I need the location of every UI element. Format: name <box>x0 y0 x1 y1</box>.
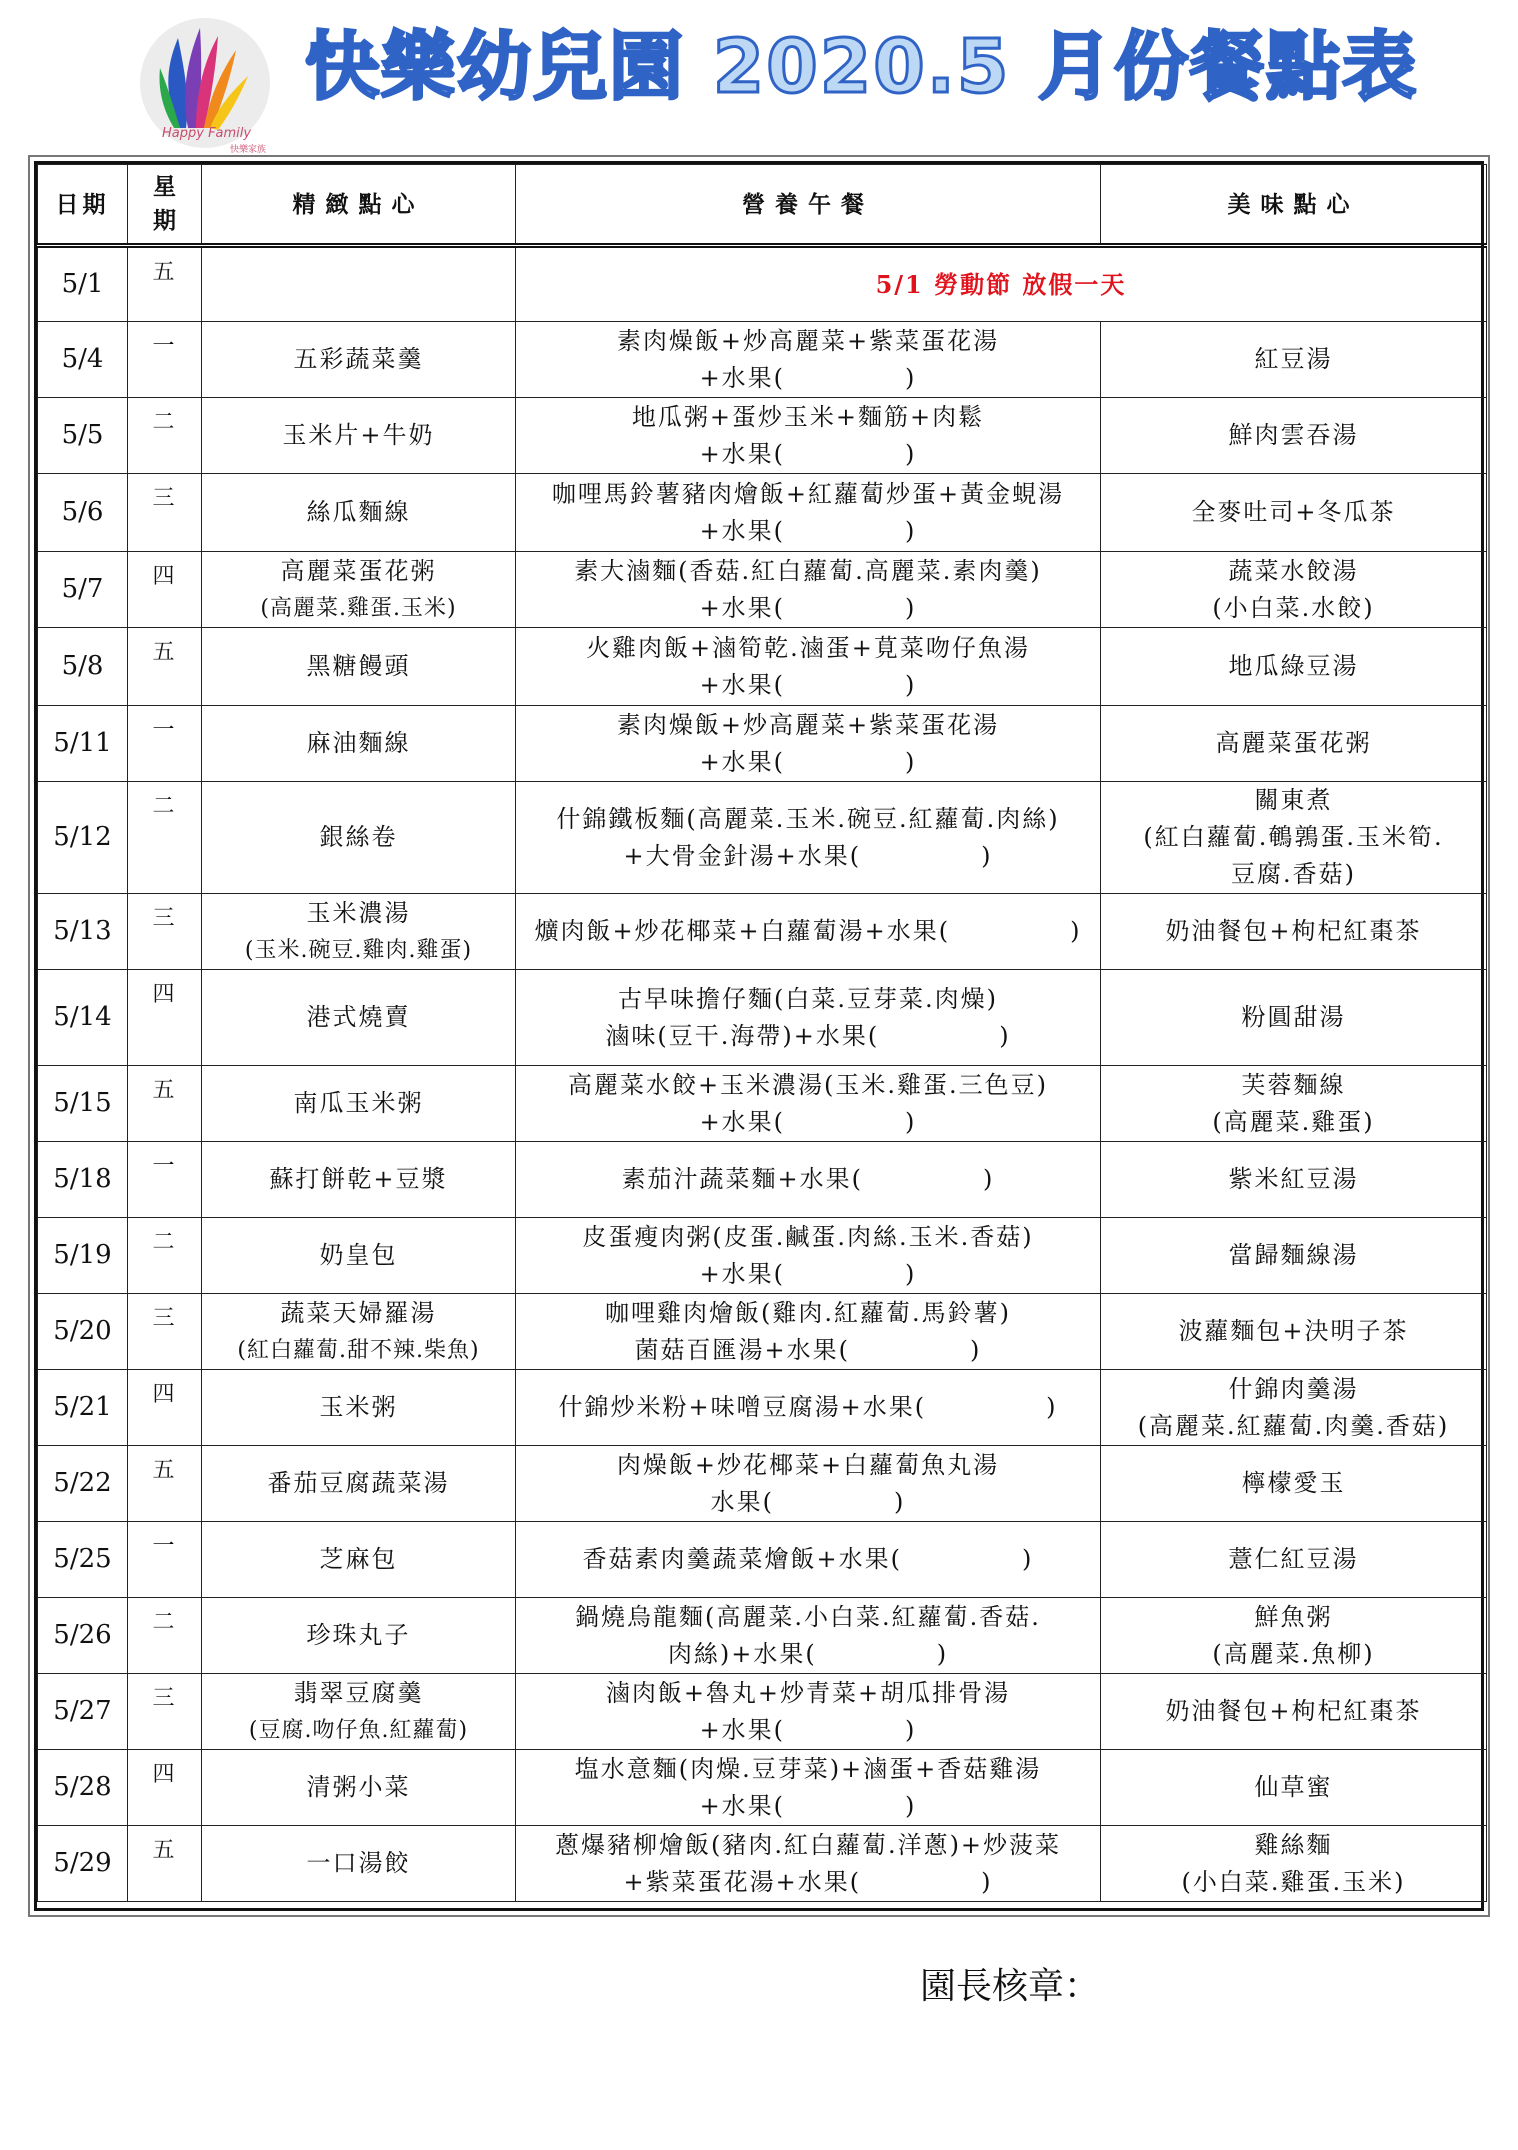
snack-am-line: 銀絲卷 <box>319 823 398 851</box>
table-row <box>38 970 1487 1066</box>
row-date: 5/7 <box>38 552 128 628</box>
lunch-fruit-line <box>520 1389 1096 1426</box>
row-date: 5/25 <box>38 1522 128 1598</box>
snack-am-line: 玉米粥 <box>319 1393 398 1421</box>
table-row <box>38 1826 1487 1902</box>
snack-pm-line: (高麗菜.雞蛋) <box>1212 1107 1375 1136</box>
snack-am-line: 南瓜玉米粥 <box>293 1089 424 1117</box>
snack-pm-line: 紫米紅豆湯 <box>1228 1165 1359 1193</box>
row-lunch <box>516 1370 1101 1446</box>
row-date: 5/27 <box>38 1674 128 1750</box>
snack-pm-line: 粉圓甜湯 <box>1241 1003 1346 1031</box>
snack-pm-line: 雞絲麵 <box>1254 1830 1333 1859</box>
row-snack-am <box>202 398 516 474</box>
row-weekday: 五 <box>128 246 202 322</box>
row-snack-am <box>202 1674 516 1750</box>
table-row <box>38 1674 1487 1750</box>
lunch-fruit-close: ) <box>1046 1393 1058 1421</box>
lunch-fruit-close: ) <box>905 516 917 545</box>
lunch-fruit-close: ) <box>981 1867 993 1896</box>
lunch-fruit-open: 素茄汁蔬菜麵+水果( <box>621 1165 864 1193</box>
row-date: 5/26 <box>38 1598 128 1674</box>
row-snack-pm <box>1101 970 1487 1066</box>
table-row <box>38 1294 1487 1370</box>
lunch-fruit-line <box>520 1104 1096 1141</box>
lunch-fruit-open: 爌肉飯+炒花椰菜+白蘿蔔湯+水果( <box>534 917 951 945</box>
kindergarten-logo <box>140 18 300 155</box>
row-snack-am <box>202 552 516 628</box>
lunch-fruit-open: +水果( <box>699 670 786 699</box>
header-date: 日期 <box>38 165 128 246</box>
row-date: 5/11 <box>38 706 128 782</box>
snack-pm-line: 關東煮 <box>1254 786 1333 814</box>
row-snack-am <box>202 1598 516 1674</box>
lunch-line: 咖哩雞肉燴飯(雞肉.紅蘿蔔.馬鈴薯) <box>605 1298 1011 1327</box>
snack-pm-line: 波蘿麵包+決明子茶 <box>1178 1317 1409 1345</box>
row-snack-pm <box>1101 1294 1487 1370</box>
lunch-fruit-close: ) <box>905 363 917 392</box>
snack-am-line: 絲瓜麵線 <box>306 498 411 526</box>
lunch-fruit-line <box>520 1332 1096 1369</box>
snack-pm-line: (小白菜.水餃) <box>1212 593 1375 622</box>
table-row <box>38 322 1487 398</box>
row-snack-pm <box>1101 398 1487 474</box>
snack-pm-line: (高麗菜.魚柳) <box>1212 1639 1375 1668</box>
table-row <box>38 628 1487 706</box>
row-lunch <box>516 1066 1101 1142</box>
lunch-fruit-close: ) <box>983 1165 995 1193</box>
row-weekday: 五 <box>128 1826 202 1902</box>
row-weekday: 一 <box>128 322 202 398</box>
row-snack-pm <box>1101 1522 1487 1598</box>
row-snack-am <box>202 628 516 706</box>
snack-am-line: 玉米片+牛奶 <box>282 421 435 449</box>
lunch-fruit-close: ) <box>905 1715 917 1744</box>
lunch-fruit-line <box>520 1864 1096 1901</box>
lunch-fruit-close: ) <box>905 593 917 622</box>
lunch-fruit-open: +水果( <box>699 1259 786 1288</box>
menu-table-frame <box>28 155 1490 1917</box>
snack-pm-line: 鮮魚粥 <box>1254 1602 1333 1631</box>
lunch-fruit-line <box>520 1788 1096 1825</box>
header-snack-am: 精緻點心 <box>202 165 516 246</box>
snack-am-line: (紅白蘿蔔.甜不辣.柴魚) <box>237 1337 480 1363</box>
row-lunch <box>516 552 1101 628</box>
row-snack-am <box>202 706 516 782</box>
principal-signature-label: 園長核章： <box>920 1966 1101 2007</box>
lunch-fruit-open: +水果( <box>699 1107 786 1136</box>
row-lunch <box>516 1750 1101 1826</box>
snack-pm-line: 奶油餐包+枸杞紅棗茶 <box>1165 1697 1422 1725</box>
snack-am-line: 玉米濃湯 <box>306 898 411 927</box>
row-weekday: 一 <box>128 706 202 782</box>
snack-am-line: 芝麻包 <box>319 1545 398 1573</box>
row-snack-pm <box>1101 1446 1487 1522</box>
table-row <box>38 1598 1487 1674</box>
row-snack-pm <box>1101 552 1487 628</box>
lunch-fruit-line <box>520 1541 1096 1578</box>
lunch-line: 高麗菜水餃+玉米濃湯(玉米.雞蛋.三色豆) <box>567 1070 1049 1099</box>
snack-pm-line: 什錦肉羹湯 <box>1228 1374 1359 1403</box>
row-date: 5/14 <box>38 970 128 1066</box>
logo-text: Happy Family <box>162 126 252 141</box>
menu-table-inner <box>34 161 1484 1911</box>
table-row <box>38 552 1487 628</box>
row-snack-am <box>202 1218 516 1294</box>
row-date: 5/19 <box>38 1218 128 1294</box>
snack-pm-line: 芙蓉麵線 <box>1241 1070 1346 1099</box>
lunch-fruit-close: ) <box>905 747 917 776</box>
row-weekday: 二 <box>128 1598 202 1674</box>
lunch-fruit-close: ) <box>905 1791 917 1820</box>
table-row <box>38 706 1487 782</box>
header-weekday-line1: 星 <box>153 173 176 200</box>
row-date: 5/4 <box>38 322 128 398</box>
lunch-line: 蔥爆豬柳燴飯(豬肉.紅白蘿蔔.洋蔥)+炒菠菜 <box>554 1830 1062 1859</box>
row-snack-pm <box>1101 1674 1487 1750</box>
snack-pm-line: 高麗菜蛋花粥 <box>1215 729 1372 757</box>
lunch-fruit-line <box>520 590 1096 627</box>
row-snack-pm <box>1101 1750 1487 1826</box>
row-weekday: 一 <box>128 1142 202 1218</box>
lunch-fruit-open: +水果( <box>699 439 786 468</box>
lunch-fruit-open: +水果( <box>699 747 786 776</box>
lunch-line: 咖哩馬鈴薯豬肉燴飯+紅蘿蔔炒蛋+黃金蜆湯 <box>551 479 1065 508</box>
row-snack-am <box>202 322 516 398</box>
row-lunch <box>516 1446 1101 1522</box>
snack-am-line: (玉米.碗豆.雞肉.雞蛋) <box>244 937 473 963</box>
lunch-fruit-line <box>520 1018 1096 1055</box>
snack-pm-line: (高麗菜.紅蘿蔔.肉羹.香菇) <box>1137 1411 1450 1440</box>
lunch-fruit-open: +紫菜蛋花湯+水果( <box>623 1867 862 1896</box>
snack-am-line: 翡翠豆腐羹 <box>293 1678 424 1707</box>
row-weekday: 二 <box>128 1218 202 1294</box>
lunch-line: 滷肉飯+魯丸+炒青菜+胡瓜排骨湯 <box>605 1678 1011 1707</box>
row-lunch <box>516 1598 1101 1674</box>
page-title: 快樂幼兒園 2020.5 月份餐點表 <box>305 24 1419 110</box>
lunch-line: 地瓜粥+蛋炒玉米+麵筋+肉鬆 <box>631 402 985 431</box>
snack-pm-line: 鮮肉雲吞湯 <box>1228 421 1359 449</box>
snack-am-line: 清粥小菜 <box>306 1773 411 1801</box>
row-weekday: 四 <box>128 552 202 628</box>
row-snack-am <box>202 1522 516 1598</box>
lunch-fruit-line <box>520 360 1096 397</box>
lunch-line: 素肉燥飯+炒高麗菜+紫菜蛋花湯 <box>616 710 1000 739</box>
table-row <box>38 782 1487 894</box>
lunch-fruit-line <box>520 1712 1096 1749</box>
row-lunch <box>516 782 1101 894</box>
table-row <box>38 474 1487 552</box>
lunch-fruit-close: ) <box>905 670 917 699</box>
lunch-fruit-open: +水果( <box>699 593 786 622</box>
lunch-fruit-close: ) <box>905 439 917 468</box>
lunch-fruit-line <box>520 667 1096 704</box>
row-snack-am <box>202 246 516 322</box>
snack-pm-line: 薏仁紅豆湯 <box>1228 1545 1359 1573</box>
lunch-line: 什錦鐵板麵(高麗菜.玉米.碗豆.紅蘿蔔.肉絲) <box>556 804 1060 833</box>
table-row <box>38 1750 1487 1826</box>
row-lunch <box>516 894 1101 970</box>
row-snack-pm <box>1101 706 1487 782</box>
row-lunch <box>516 1218 1101 1294</box>
row-date: 5/12 <box>38 782 128 894</box>
row-weekday: 二 <box>128 398 202 474</box>
snack-am-line: 珍珠丸子 <box>306 1621 411 1649</box>
lunch-fruit-line <box>520 436 1096 473</box>
snack-pm-line: 蔬菜水餃湯 <box>1228 556 1359 585</box>
table-row <box>38 1066 1487 1142</box>
snack-pm-line: 地瓜綠豆湯 <box>1228 652 1359 680</box>
row-snack-pm <box>1101 894 1487 970</box>
lunch-fruit-open: +大骨金針湯+水果( <box>623 841 862 870</box>
snack-pm-line: 當歸麵線湯 <box>1228 1241 1359 1269</box>
lunch-fruit-close: ) <box>905 1259 917 1288</box>
row-snack-am <box>202 1446 516 1522</box>
row-weekday: 五 <box>128 628 202 706</box>
row-date: 5/13 <box>38 894 128 970</box>
row-weekday: 五 <box>128 1066 202 1142</box>
snack-am-line: (高麗菜.雞蛋.玉米) <box>260 595 457 621</box>
row-snack-pm <box>1101 1218 1487 1294</box>
header-row <box>38 165 1487 246</box>
row-snack-am <box>202 782 516 894</box>
row-date: 5/6 <box>38 474 128 552</box>
lunch-line: 皮蛋瘦肉粥(皮蛋.鹹蛋.肉絲.玉米.香菇) <box>582 1222 1034 1251</box>
table-row <box>38 398 1487 474</box>
row-date: 5/1 <box>38 246 128 322</box>
row-lunch <box>516 474 1101 552</box>
row-snack-am <box>202 1066 516 1142</box>
lunch-fruit-close: ) <box>894 1487 906 1516</box>
row-weekday: 五 <box>128 1446 202 1522</box>
lunch-fruit-open: +水果( <box>699 1791 786 1820</box>
row-snack-pm <box>1101 1142 1487 1218</box>
snack-am-line: 一口湯餃 <box>306 1849 411 1877</box>
row-weekday: 四 <box>128 1750 202 1826</box>
snack-pm-line: (小白菜.雞蛋.玉米) <box>1181 1867 1406 1896</box>
header-weekday <box>128 165 202 246</box>
lunch-fruit-line <box>520 838 1096 875</box>
logo-subtext: 快樂家族 <box>230 145 267 155</box>
lunch-fruit-line <box>520 1161 1096 1198</box>
snack-am-line: 蘇打餅乾+豆漿 <box>269 1165 448 1193</box>
lunch-fruit-open: 香菇素肉羹蔬菜燴飯+水果( <box>582 1545 903 1573</box>
snack-pm-line: 仙草蜜 <box>1254 1773 1333 1801</box>
row-snack-pm <box>1101 782 1487 894</box>
lunch-fruit-close: ) <box>1070 917 1082 945</box>
row-lunch <box>516 398 1101 474</box>
lunch-fruit-open: 菌菇百匯湯+水果( <box>634 1335 851 1364</box>
lunch-fruit-line <box>520 1636 1096 1673</box>
header-weekday-line2: 期 <box>153 207 176 234</box>
lunch-fruit-close: ) <box>1022 1545 1034 1573</box>
lunch-fruit-close: ) <box>905 1107 917 1136</box>
row-snack-pm <box>1101 1370 1487 1446</box>
snack-am-line: 奶皇包 <box>319 1241 398 1269</box>
row-snack-pm <box>1101 1066 1487 1142</box>
table-body <box>38 246 1487 1902</box>
snack-pm-line: 奶油餐包+枸杞紅棗茶 <box>1165 917 1422 945</box>
lunch-fruit-close: ) <box>970 1335 982 1364</box>
row-snack-am <box>202 1750 516 1826</box>
lunch-fruit-open: 水果( <box>710 1487 774 1516</box>
row-snack-am <box>202 1294 516 1370</box>
row-date: 5/15 <box>38 1066 128 1142</box>
lunch-line: 素肉燥飯+炒高麗菜+紫菜蛋花湯 <box>616 326 1000 355</box>
lunch-fruit-line <box>520 1256 1096 1293</box>
row-snack-am <box>202 1370 516 1446</box>
row-lunch <box>516 706 1101 782</box>
row-snack-am <box>202 474 516 552</box>
row-weekday: 二 <box>128 782 202 894</box>
table-row <box>38 1446 1487 1522</box>
snack-am-line: 高麗菜蛋花粥 <box>280 556 437 585</box>
snack-pm-line: 紅豆湯 <box>1254 345 1333 373</box>
row-weekday: 三 <box>128 894 202 970</box>
row-weekday: 四 <box>128 970 202 1066</box>
snack-am-line: 番茄豆腐蔬菜湯 <box>267 1469 450 1497</box>
header-snack-pm: 美味點心 <box>1101 165 1487 246</box>
lunch-line: 鍋燒烏龍麵(高麗菜.小白菜.紅蘿蔔.香菇. <box>575 1602 1041 1631</box>
lunch-fruit-line <box>520 913 1096 950</box>
row-weekday: 三 <box>128 1294 202 1370</box>
row-lunch <box>516 970 1101 1066</box>
snack-pm-line: 全麥吐司+冬瓜茶 <box>1191 498 1396 526</box>
row-lunch <box>516 1294 1101 1370</box>
row-weekday: 一 <box>128 1522 202 1598</box>
table-row <box>38 894 1487 970</box>
row-snack-am <box>202 970 516 1066</box>
holiday-row <box>38 246 1487 322</box>
lunch-fruit-open: +水果( <box>699 516 786 545</box>
lunch-fruit-open: +水果( <box>699 1715 786 1744</box>
row-snack-pm <box>1101 1826 1487 1902</box>
row-lunch <box>516 322 1101 398</box>
row-date: 5/21 <box>38 1370 128 1446</box>
lunch-line: 火雞肉飯+滷筍乾.滷蛋+莧菜吻仔魚湯 <box>586 633 1030 662</box>
row-lunch <box>516 1142 1101 1218</box>
lunch-fruit-open: 什錦炒米粉+味噌豆腐湯+水果( <box>558 1393 927 1421</box>
row-snack-pm <box>1101 628 1487 706</box>
snack-pm-line: (紅白蘿蔔.鵪鶉蛋.玉米筍. <box>1143 823 1444 851</box>
row-snack-am <box>202 1826 516 1902</box>
snack-pm-line: 豆腐.香菇) <box>1231 860 1356 888</box>
table-row <box>38 1522 1487 1598</box>
lunch-fruit-open: 滷味(豆干.海帶)+水果( <box>605 1021 880 1050</box>
lunch-fruit-open: 肉絲)+水果( <box>667 1639 817 1668</box>
table-row <box>38 1218 1487 1294</box>
row-lunch <box>516 628 1101 706</box>
snack-am-line: 五彩蔬菜羹 <box>293 345 424 373</box>
row-date: 5/29 <box>38 1826 128 1902</box>
table-header <box>38 165 1487 246</box>
row-lunch <box>516 1674 1101 1750</box>
row-weekday: 四 <box>128 1370 202 1446</box>
lunch-fruit-close: ) <box>999 1021 1011 1050</box>
row-date: 5/5 <box>38 398 128 474</box>
holiday-notice: 5/1 勞動節 放假一天 <box>516 246 1487 322</box>
row-snack-pm <box>1101 322 1487 398</box>
row-date: 5/8 <box>38 628 128 706</box>
table-row <box>38 1370 1487 1446</box>
snack-am-line: (豆腐.吻仔魚.紅蘿蔔) <box>248 1717 469 1743</box>
lunch-fruit-close: ) <box>981 841 993 870</box>
lunch-line: 肉燥飯+炒花椰菜+白蘿蔔魚丸湯 <box>616 1450 1000 1479</box>
menu-table <box>37 164 1487 1902</box>
lunch-line: 古早味擔仔麵(白菜.豆芽菜.肉燥) <box>618 984 998 1013</box>
lunch-fruit-close: ) <box>936 1639 949 1668</box>
row-lunch <box>516 1826 1101 1902</box>
row-snack-am <box>202 894 516 970</box>
row-snack-pm <box>1101 1598 1487 1674</box>
snack-am-line: 港式燒賣 <box>306 1003 411 1031</box>
lunch-fruit-line <box>520 744 1096 781</box>
lunch-line: 塩水意麵(肉燥.豆芽菜)+滷蛋+香菇雞湯 <box>574 1754 1042 1783</box>
row-date: 5/20 <box>38 1294 128 1370</box>
row-lunch <box>516 1522 1101 1598</box>
table-row <box>38 1142 1487 1218</box>
snack-am-line: 黑糖饅頭 <box>306 652 411 680</box>
snack-am-line: 麻油麵線 <box>306 729 411 757</box>
row-snack-pm <box>1101 474 1487 552</box>
row-date: 5/22 <box>38 1446 128 1522</box>
lunch-fruit-open: +水果( <box>699 363 786 392</box>
row-date: 5/18 <box>38 1142 128 1218</box>
row-weekday: 三 <box>128 1674 202 1750</box>
row-date: 5/28 <box>38 1750 128 1826</box>
lunch-line: 素大滷麵(香菇.紅白蘿蔔.高麗菜.素肉羹) <box>574 556 1042 585</box>
row-snack-am <box>202 1142 516 1218</box>
snack-am-line: 蔬菜天婦羅湯 <box>280 1298 437 1327</box>
lunch-fruit-line <box>520 1484 1096 1521</box>
snack-pm-line: 檸檬愛玉 <box>1241 1469 1346 1497</box>
row-weekday: 三 <box>128 474 202 552</box>
header-lunch: 營養午餐 <box>516 165 1101 246</box>
lunch-fruit-line <box>520 513 1096 550</box>
